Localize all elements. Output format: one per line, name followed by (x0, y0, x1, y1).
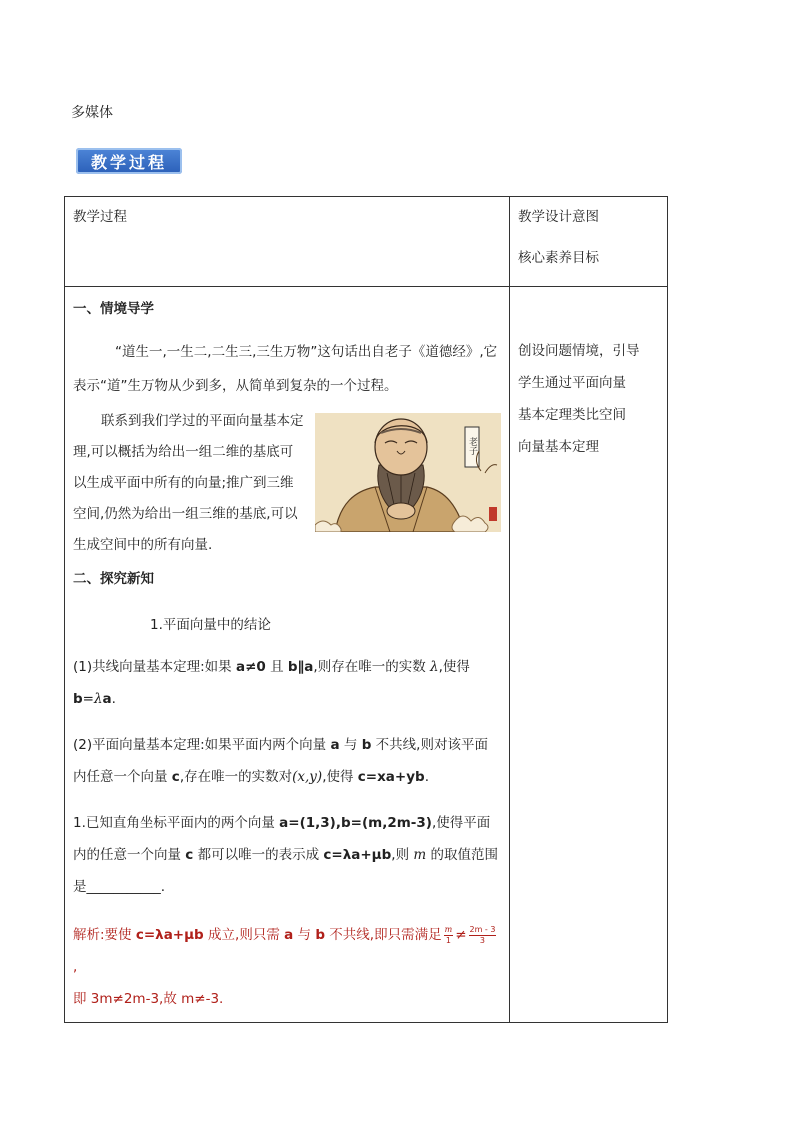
exercise-vectors: a=(1,3),b=(m,2m-3) (279, 815, 432, 831)
item1-result-a: a (102, 691, 112, 707)
item1-cond1: a≠0 (235, 659, 266, 675)
intent-line-3: 基本定理类比空间 (518, 407, 626, 423)
item1-mid: ,则存在唯一的实数 (313, 659, 431, 675)
solution-line2: 即 3m≠2m-3,故 m≠-3. (73, 991, 224, 1007)
table-content-row (65, 287, 668, 1023)
frac1-den: 1 (445, 935, 451, 945)
quote-paragraph: “道生一,一生二,二生三,三生万物”这句话出自老子《道德经》,它表示“道”生万物从少到多，从简单到复杂的一个过程。 (73, 344, 498, 394)
intent-line-1: 创设问题情境，引导 (518, 343, 640, 359)
item1-collinear-theorem (73, 651, 501, 715)
portrait-label: 老子 (467, 437, 477, 455)
solution-mid2: 不共线,即只需满足 (325, 927, 442, 943)
solution-b: b (315, 927, 325, 943)
pre-heading-text: 多媒体 (71, 105, 113, 121)
item2-mid: 不共线,则对该平面内任意一个向量 (73, 737, 488, 785)
item1-end: . (111, 691, 116, 707)
solution-formula: c=λa+μb (135, 927, 204, 943)
item2-pair: (x,y) (292, 769, 323, 785)
frac2-den: 3 (479, 935, 486, 945)
content-cell-process (65, 287, 510, 1023)
item2-prefix: (2)平面向量基本定理:如果平面内两个向量 (73, 737, 331, 753)
header-cell-intent (510, 197, 668, 287)
intent-line-2: 学生通过平面向量 (518, 375, 626, 391)
solution-mid: 成立,则只需 (203, 927, 285, 943)
section-banner: 教学过程 (76, 148, 182, 174)
item2-a: a (330, 737, 340, 753)
frac1-num: m (444, 924, 453, 934)
exercise-formula: c=λa+μb (323, 847, 392, 863)
exercise-c: c (185, 847, 194, 863)
exercise-m: m (413, 847, 427, 863)
exercise-blank: ___________ (86, 879, 161, 895)
item2-mid3: ,使得 (322, 769, 358, 785)
solution-prefix: 解析:要使 (73, 927, 136, 943)
exercise-end: . (160, 879, 166, 895)
item2-plane-theorem (73, 729, 501, 793)
item2-formula: c=xa+yb (357, 769, 425, 785)
laozi-portrait-svg (315, 413, 501, 532)
item1-prefix: (1)共线向量基本定理:如果 (73, 659, 236, 675)
connect-paragraph: 联系到我们学过的平面向量基本定理,可以概括为给出一组二维的基底可以生成平面中所有的向量;推广到三维空间,仍然为给出一组三维的基底,可以生成空间中的所有向量. (73, 413, 304, 553)
solution-and: 与 (293, 927, 316, 943)
content-cell-intent (510, 287, 668, 1023)
fraction-2m3-over-3 (469, 925, 497, 946)
solution-neq: ≠ (455, 927, 467, 943)
header-cell-process (65, 197, 510, 287)
item1-result-lambda: λ (93, 691, 103, 707)
frac2-num: 2m - 3 (469, 924, 496, 934)
header-intent-label: 教学设计意图 (518, 209, 599, 225)
item1-and: 且 (265, 659, 288, 675)
section2-heading: 二、探究新知 (73, 571, 154, 587)
exercise-mid3: ,则 (391, 847, 414, 863)
exercise-suffix: 的取值范围是 (73, 847, 498, 895)
exercise-1 (73, 807, 501, 903)
solution-text (73, 919, 501, 1015)
item2-b: b (361, 737, 372, 753)
exercise-mid2: 都可以唯一的表示成 (193, 847, 324, 863)
item1-suffix: ,使得 (438, 659, 470, 675)
item1-result-eq: = (82, 691, 94, 707)
header-goal-label: 核心素养目标 (518, 250, 599, 266)
item1-cond2: b∥a (287, 659, 314, 675)
item2-end: . (424, 769, 429, 785)
laozi-portrait-image (315, 413, 501, 532)
item1-lambda: λ (430, 659, 439, 675)
item2-mid2: ,存在唯一的实数对 (179, 769, 293, 785)
section1-heading: 一、情境导学 (73, 301, 154, 317)
solution-comma: , (73, 959, 78, 975)
exercise-mid: ,使得平面内的任意一个向量 (73, 815, 491, 863)
item1-result-b: b (73, 691, 83, 707)
item2-c: c (171, 769, 180, 785)
solution-a: a (284, 927, 294, 943)
lesson-table (64, 196, 668, 1023)
subheading-conclusions: 1.平面向量中的结论 (150, 617, 271, 633)
fraction-m-over-1 (444, 925, 454, 946)
item2-and: 与 (339, 737, 362, 753)
table-header-row (65, 197, 668, 287)
header-process-label: 教学过程 (73, 209, 127, 225)
exercise-prefix: 1.已知直角坐标平面内的两个向量 (73, 815, 280, 831)
intent-line-4: 向量基本定理 (518, 439, 599, 455)
